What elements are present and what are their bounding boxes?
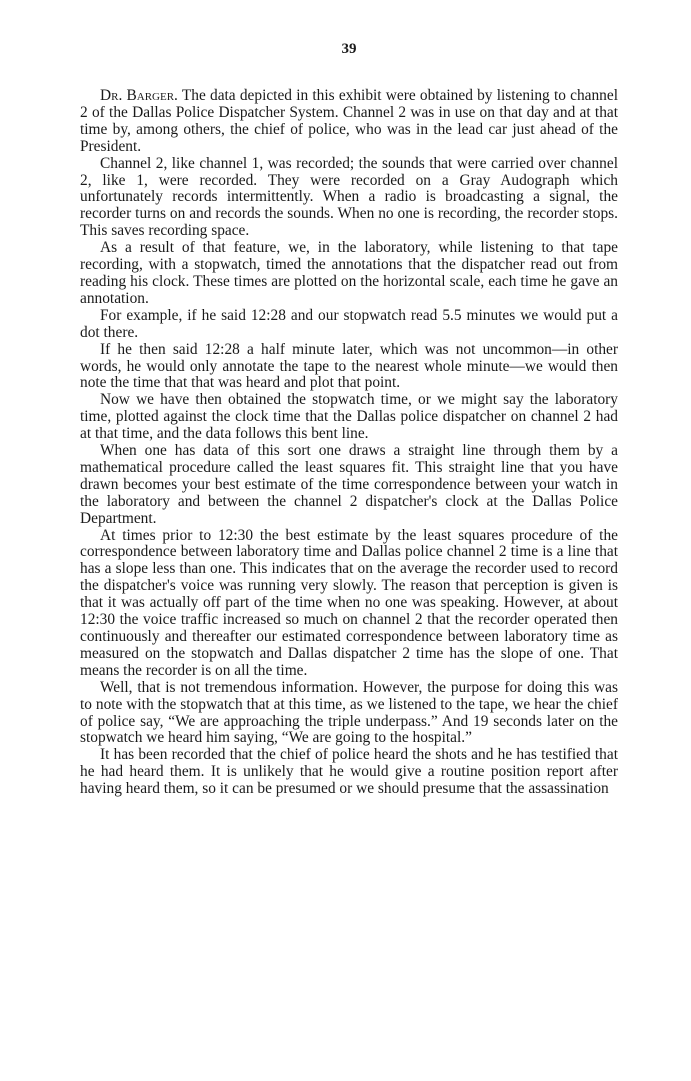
paragraph-5: If he then said 12:28 a half minute later, which was not uncommon—in other words, he would only annotate the tape to the nearest whole minute—we would then note the time that that was heard and plot that point.: [80, 340, 618, 392]
page-number: 39: [341, 41, 357, 57]
paragraph-9: Well, that is not tremendous information. However, the purpose for doing this was to note with the stopwatch that at this time, as we listened to the tape, we hear the chief of police say, “We are approaching the triple underpass.” And 19 seconds later on the stopwatch we heard him saying, “We are going to the hospital.”: [80, 678, 618, 747]
paragraph-10: It has been recorded that the chief of police heard the shots and he has testified that he had heard them. It is unlikely that he would give a routine position report after having heard them, so it can be presumed or we should presume that the assassination: [80, 746, 618, 798]
paragraph-3: As a result of that feature, we, in the laboratory, while listening to that tape recording, with a stopwatch, timed the annotations that the dispatcher read out from reading his clock. These times are plotted on the horizontal scale, each time he gave an annotation.: [80, 239, 618, 307]
paragraph-8: At times prior to 12:30 the best estimate by the least squares procedure of the correspondence between laboratory time and Dallas police channel 2 time is a line that has a slope less than one. This indicates that on the average the recorder used to record the dispatcher's voice was running very slowly. The reason that perception is given is that it was actually off part of the time when no one was speaking. However, at about 12:30 the voice traffic increased so much on channel 2 that the recorder operated then continuously and thereafter our estimated correspondence between laboratory time as measured on the stopwatch and Dallas dispatcher 2 time has the slope of one. That means the recorder is on all the time.: [80, 526, 618, 679]
paragraph-4: For example, if he said 12:28 and our stopwatch read 5.5 minutes we would put a dot there.: [80, 306, 618, 341]
paragraph-7: When one has data of this sort one draws a straight line through them by a mathematical procedure called the least squares fit. This straight line that you have drawn becomes your best estimate of the time correspondence between your watch in the laboratory and between the channel 2 dispatcher's clock at the Dallas Police Department.: [80, 442, 618, 527]
paragraph-2: Channel 2, like channel 1, was recorded; the sounds that were carried over channel 2, like 1, were recorded. They were recorded on a Gray Audograph which unfortunately records intermittently. When a radio is broadcasting a signal, the recorder turns on and records the sounds. When no one is recording, the recorder stops. This saves recording space.: [80, 154, 618, 240]
paragraph-text: The data depicted in this exhibit were obtained by listening to channel 2 of the Dallas Police Dispatcher System. Channel 2 was in use on that day and at that time by, among others, the chief of police, who was in the lead car just ahead of the President.: [80, 87, 618, 155]
speaker-name: Dr. Barger.: [100, 87, 178, 104]
paragraph-6: Now we have then obtained the stopwatch time, or we might say the laboratory time, plotted against the clock time that the Dallas police dispatcher on channel 2 had at that time, and the data follows this bent line.: [80, 391, 618, 443]
paragraph-1: [80, 88, 618, 156]
document-page: [80, 40, 618, 798]
